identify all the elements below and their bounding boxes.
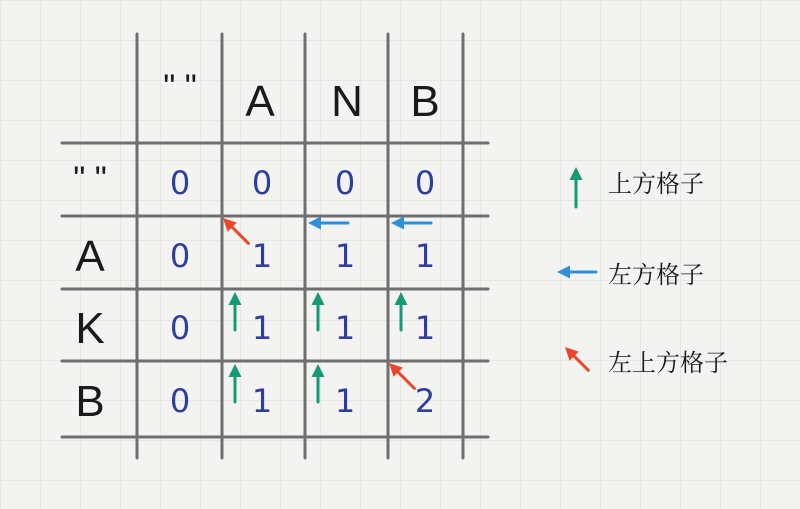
cell-value: 1	[414, 237, 436, 275]
cell-value: 0	[414, 164, 436, 202]
up-left-arrow-icon	[223, 218, 248, 243]
cell-value: 1	[251, 237, 273, 275]
cell-value: 1	[414, 309, 436, 347]
row-header: B	[75, 377, 105, 426]
left-arrow-icon	[308, 217, 348, 230]
row-header: " "	[73, 160, 107, 198]
table-cells	[170, 164, 435, 420]
col-header: N	[331, 77, 363, 126]
legend-item	[557, 261, 704, 289]
cell-value: 0	[251, 164, 273, 202]
cell-value: 0	[169, 237, 191, 275]
legend-label: 上方格子	[608, 170, 704, 198]
up-left-arrow-icon	[389, 363, 414, 388]
col-header: " "	[163, 68, 197, 106]
cell-value: 0	[169, 164, 191, 202]
left-arrow-icon	[391, 217, 431, 230]
up-arrow-icon	[395, 292, 408, 330]
legend-label: 左方格子	[608, 261, 704, 289]
up-arrow-icon	[312, 364, 325, 402]
cell-value: 1	[251, 309, 273, 347]
cell-value: 2	[414, 382, 436, 420]
legend-up-arrow-icon	[570, 167, 583, 207]
up-arrow-icon	[312, 292, 325, 330]
cell-value: 1	[251, 382, 273, 420]
col-header: A	[245, 77, 275, 126]
cell-value: 0	[334, 164, 356, 202]
up-arrow-icon	[229, 292, 242, 330]
legend-label: 左上方格子	[608, 349, 728, 377]
cell-value: 1	[334, 309, 356, 347]
legend-up-left-arrow-icon	[565, 347, 588, 370]
col-header: B	[410, 77, 440, 126]
cell-value: 0	[169, 382, 191, 420]
legend	[557, 167, 728, 377]
legend-left-arrow-icon	[557, 266, 596, 279]
cell-value: 1	[334, 237, 356, 275]
cell-value: 0	[169, 309, 191, 347]
cell-value: 1	[334, 382, 356, 420]
up-arrow-icon	[229, 364, 242, 402]
row-header: K	[75, 304, 105, 353]
legend-item	[570, 167, 705, 207]
row-header: A	[75, 232, 105, 281]
legend-item	[565, 347, 728, 377]
